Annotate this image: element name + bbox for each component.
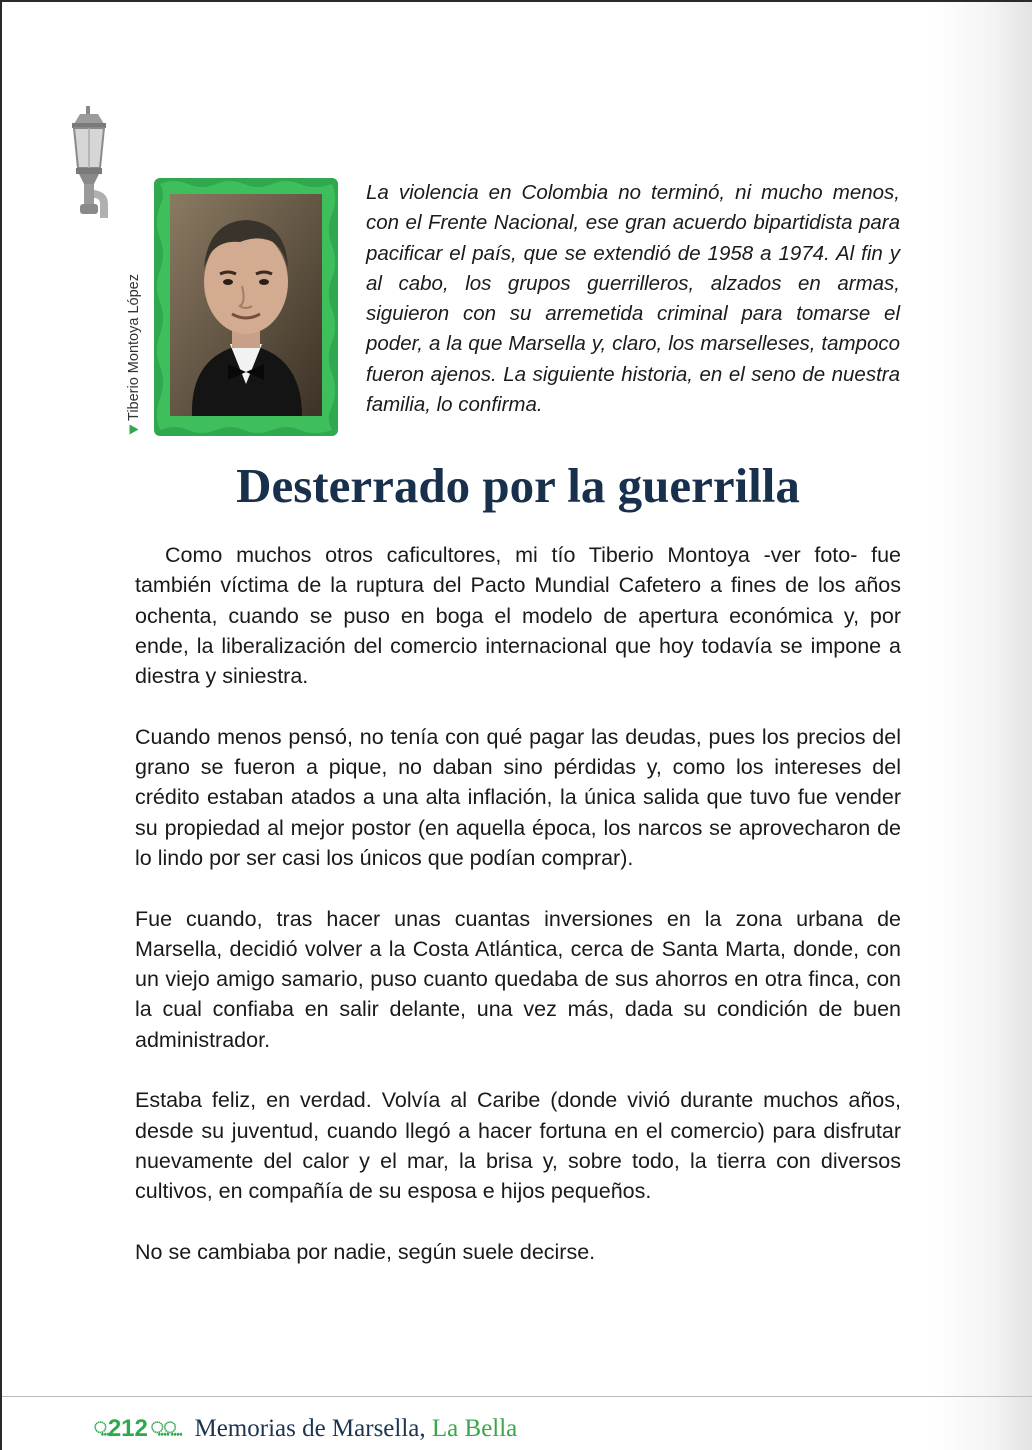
paragraph: Cuando menos pensó, no tenía con qué pagar las deudas, pues los precios del grano se fueron a pique, no daban sino pérdidas y, como los intereses del crédito estaban atados a una alta inflación, la única salida que tuvo fue vender su propiedad al mejor postor (en aquella época, los narcos se aprovecharon de lo lindo por ser casi los únicos que podían comprar). — [135, 724, 901, 870]
article-title: Desterrado por la guerrilla — [236, 458, 800, 513]
book-title — [194, 1415, 517, 1443]
portrait-frame — [154, 178, 338, 436]
book-title-accent: La Bella — [431, 1415, 518, 1442]
article-body — [135, 540, 901, 1297]
intro-text: La violencia en Colombia no terminó, ni mucho menos, con el Frente Nacional, ese gran acuerdo bipartidista para pacificar el país, que se extendió de 1958 a 1974. Al fin y al cabo, los grupos guerrilleros, alzados en armas, siguieron con su arremetida criminal para tomarse el poder, a la que Marsella y, claro, los marselleses, tampoco fueron ajenos. La siguiente historia, en el seno de nuestra familia, lo confirma. — [366, 181, 900, 417]
photo-caption — [126, 274, 142, 434]
street-lamp-icon — [64, 106, 114, 220]
paragraph: Fue cuando, tras hacer unas cuantas inversiones en la zona urbana de Marsella, decidió volver a la Costa Atlántica, cerca de Santa Marta, donde, con un viejo amigo samario, puso cuanto quedaba de sus ahorros en otra finca, con la cual confiaba en salir delante, una vez más, dada su condición de buen administrador. — [135, 906, 901, 1052]
photo-caption-text: Tiberio Montoya López — [126, 274, 142, 421]
x-ornament-icon: ⵿⵿ — [150, 1420, 175, 1437]
paragraph: Estaba feliz, en verdad. Volvía al Caribe (donde vivió durante muchos años, desde su juventud, cuando llegó a hacer fortuna en el comercio) para disfrutar nuevamente del calor y el mar, la brisa y, sobre todo, la tierra con diversos cultivos, en compañía de su esposa e hijos pequeños. — [135, 1088, 901, 1204]
page-footer — [94, 1409, 517, 1449]
paragraph: Como muchos otros caficultores, mi tío Tiberio Montoya -ver foto- fue también víctima de la ruptura del Pacto Mundial Cafetero a fines de los años ochenta, cuando se puso en boga el modelo de apertura económica y, por ende, la liberalización del comercio internacional que hoy todavía se impone a diestra y siniestra. — [135, 543, 901, 689]
footer-divider — [2, 1396, 1032, 1397]
paragraph: No se cambiaba por nadie, según suele decirse. — [135, 1239, 596, 1264]
book-title-main: Memorias de Marsella, — [194, 1415, 426, 1442]
page-number-block — [94, 1415, 174, 1443]
caption-triangle-icon — [130, 425, 139, 435]
x-ornament-icon: ⵿ — [94, 1420, 105, 1437]
page-number: 212 — [107, 1415, 148, 1442]
portrait-photo — [170, 194, 322, 416]
